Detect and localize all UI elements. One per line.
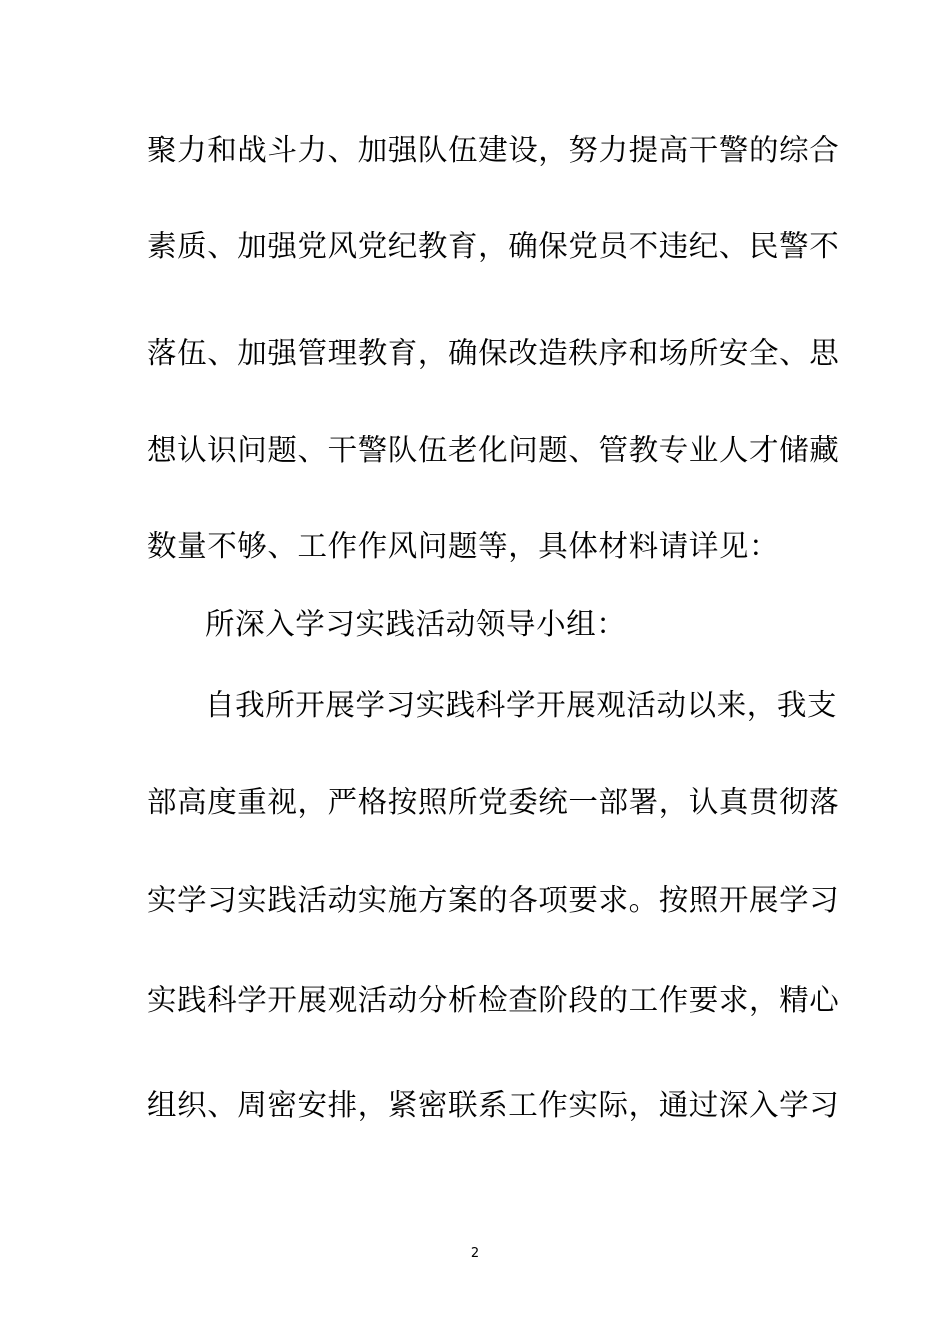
body-line-5: 数量不够、工作作风问题等，具体材料请详见： (147, 529, 780, 563)
paragraph-first-line: 自我所开展学习实践科学开展观活动以来，我支 (205, 688, 838, 722)
body-line-10: 实践科学开展观活动分析检查阶段的工作要求，精心 (147, 983, 840, 1017)
body-line-2: 素质、加强党风党纪教育，确保党员不违纪、民警不 (147, 229, 840, 263)
body-line-4: 想认识问题、干警队伍老化问题、管教专业人才储藏 (147, 433, 840, 467)
body-line-9: 实学习实践活动实施方案的各项要求。按照开展学习 (147, 883, 840, 917)
body-line-1: 聚力和战斗力、加强队伍建设，努力提高干警的综合 (147, 133, 840, 167)
page-number: 2 (470, 1246, 480, 1261)
body-line-3: 落伍、加强管理教育，确保改造秩序和场所安全、思 (147, 336, 840, 370)
body-line-11: 组织、周密安排，紧密联系工作实际，通过深入学习 (147, 1088, 840, 1122)
body-line-8: 部高度重视，严格按照所党委统一部署，认真贯彻落 (147, 785, 840, 819)
salutation-line: 所深入学习实践活动领导小组： (205, 607, 627, 641)
